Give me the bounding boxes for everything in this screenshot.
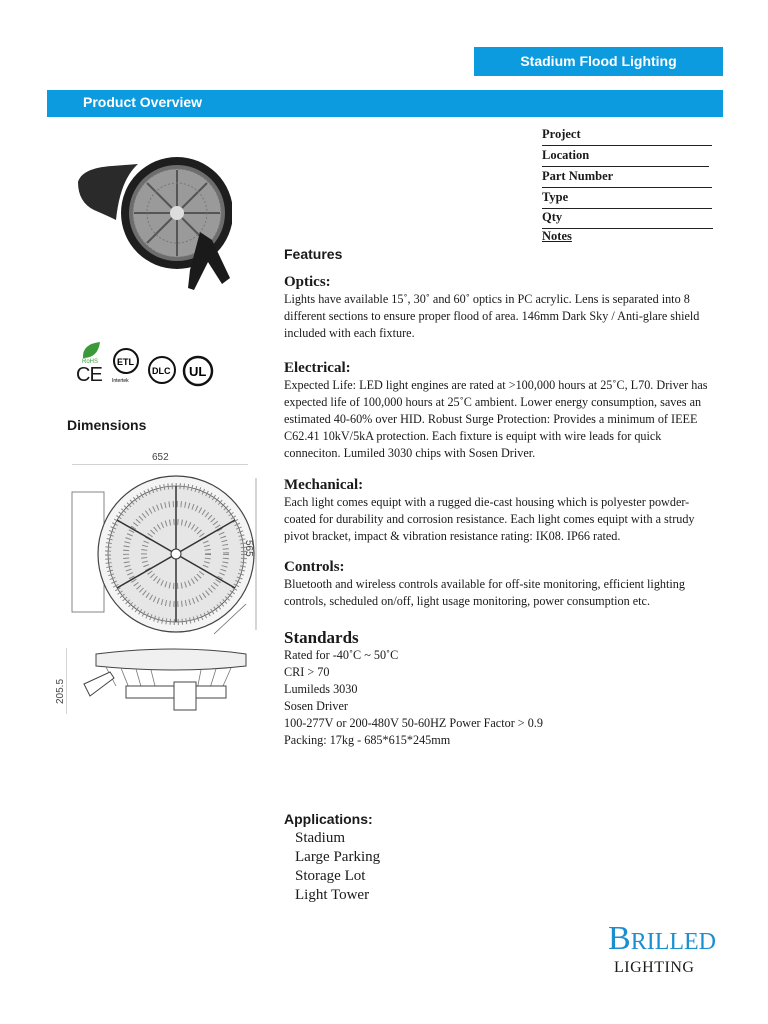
location-field[interactable]: Location: [542, 145, 709, 167]
overview-heading: Product Overview: [83, 94, 203, 110]
brand-logo: BRILLED LIGHTING: [608, 920, 716, 976]
dim-depth: 205.5: [55, 678, 66, 704]
dim-width: 652: [152, 452, 169, 463]
applications-title: Applications:: [284, 811, 373, 827]
application-item: Light Tower: [295, 887, 370, 903]
application-item: Storage Lot: [295, 868, 366, 884]
svg-text:Intertek: Intertek: [112, 378, 129, 384]
overview-banner: [47, 90, 723, 117]
type-field[interactable]: Type: [542, 187, 712, 209]
rohs-icon: [80, 340, 102, 364]
standards-list: [284, 647, 714, 749]
page-title: Stadium Flood Lighting: [520, 53, 677, 69]
electrical-text: Expected Life: LED light engines are rated at >100,000 hours at 25˚C, L70. Driver has expected life of 100,000 hours at 25˚C ambient. Lower energy consumption, saves an estimated 40-60% over HID. Robust Surge Protection: Provides a minimum of IEEE C62.41 10kV/5kA protection. Each fixture is equipt with wire leads for quick conneciton. Lumiled 3030 chips with Sosen Driver.: [284, 378, 708, 460]
svg-text:ETL: ETL: [117, 357, 134, 367]
optics-title: Optics:: [284, 274, 331, 290]
dlc-icon: [148, 355, 178, 385]
standard-item: 100-277V or 200-480V 50-60HZ Power Factor > 0.9: [284, 716, 543, 730]
dimension-drawing: [66, 464, 262, 720]
notes-field[interactable]: Notes: [542, 229, 572, 243]
controls-title: Controls:: [284, 559, 345, 575]
certifications-row: [74, 340, 224, 390]
part-number-field[interactable]: Part Number: [542, 166, 712, 188]
dim-height: 565: [243, 540, 254, 557]
ul-icon: [182, 355, 214, 387]
ce-mark: CE: [76, 364, 102, 386]
mechanical-title: Mechanical:: [284, 477, 364, 493]
application-item: Large Parking: [295, 849, 381, 865]
etl-intertek-icon: [112, 346, 142, 388]
applications-list: [295, 829, 380, 905]
svg-text:RoHS: RoHS: [82, 359, 99, 364]
product-image: [72, 150, 232, 300]
standard-item: Sosen Driver: [284, 699, 348, 713]
svg-text:UL: UL: [189, 364, 207, 379]
dimensions-heading: Dimensions: [67, 417, 147, 433]
svg-text:DLC: DLC: [152, 366, 171, 376]
standards-title: Standards: [284, 628, 359, 647]
electrical-title: Electrical:: [284, 360, 351, 376]
optics-text: Lights have available 15˚, 30˚ and 60˚ optics in PC acrylic. Lens is separated into 8 different sections to ensure proper flood of area. 146mm Dark Sky / Anti-glare shield included with each fixture.: [284, 292, 700, 340]
project-field[interactable]: Project: [542, 124, 712, 146]
controls-text: Bluetooth and wireless controls available for off-site monitoring, efficient lighting controls, scheduled on/off, light usage monitoring, power consumption etc.: [284, 577, 685, 608]
qty-field[interactable]: Qty: [542, 207, 713, 229]
standard-item: Rated for -40˚C ~ 50˚C: [284, 648, 399, 662]
features-heading: Features: [284, 246, 343, 262]
mechanical-text: Each light comes equipt with a rugged die-cast housing which is polyester powder-coated for durability and corrosion resistance. Each light comes equipt with a strudy pivot bracket, impact & vibration resistance rating: IK08. IP66 rated.: [284, 495, 695, 543]
title-banner: [474, 47, 723, 76]
application-item: Stadium: [295, 830, 346, 846]
standard-item: Lumileds 3030: [284, 682, 358, 696]
standard-item: CRI > 70: [284, 665, 330, 679]
standard-item: Packing: 17kg - 685*615*245mm: [284, 733, 451, 747]
